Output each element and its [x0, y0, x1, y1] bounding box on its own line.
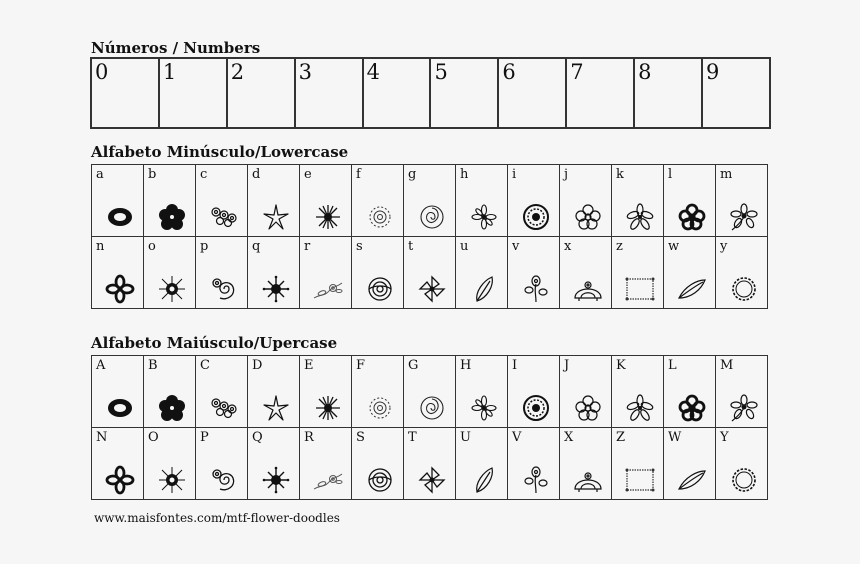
- peony-icon: [365, 465, 395, 495]
- dotted-flower-icon: [365, 393, 395, 423]
- feather-leaf-icon: [677, 465, 707, 495]
- glyph-letter: D: [252, 358, 263, 373]
- glyph-letter: j: [564, 167, 569, 182]
- number-cell: [498, 58, 566, 128]
- glyph-letter: e: [304, 167, 312, 182]
- glyph-cell: [404, 237, 456, 309]
- glyph-cell: [300, 356, 352, 428]
- glyph-cell: [664, 356, 716, 428]
- glyph-cell: [300, 237, 352, 309]
- peony-icon: [365, 274, 395, 304]
- glyph-cell: [92, 237, 144, 309]
- rose-icon: [417, 393, 447, 423]
- glyph-cell: [716, 428, 768, 500]
- glyph-letter: o: [148, 239, 156, 254]
- glyph-cell: [612, 237, 664, 309]
- number-label: 6: [502, 60, 516, 84]
- glyph-cell: [716, 356, 768, 428]
- frame-icon: [625, 465, 655, 495]
- numbers-title: Números / Numbers: [91, 39, 261, 57]
- glyph-cell: [248, 428, 300, 500]
- fan-flower-icon: [573, 274, 603, 304]
- lowercase-row-1: [92, 165, 768, 237]
- bud-sprig-icon: [521, 274, 551, 304]
- lowercase-table: [91, 164, 768, 309]
- glyph-letter: P: [200, 430, 209, 445]
- glyph-cell: [716, 237, 768, 309]
- glyph-cell: [196, 237, 248, 309]
- ring-flower-icon: [105, 202, 135, 232]
- pinwheel-icon: [417, 465, 447, 495]
- wreath-icon: [729, 465, 759, 495]
- glyph-cell: [352, 428, 404, 500]
- glyph-letter: d: [252, 167, 261, 182]
- glyph-cell: [664, 237, 716, 309]
- glyph-letter: L: [668, 358, 677, 373]
- bold-flower-icon: [677, 393, 707, 423]
- daisy-icon: [469, 393, 499, 423]
- glyph-cell: [196, 165, 248, 237]
- glyph-cell: [92, 165, 144, 237]
- swirl-flower-icon: [209, 274, 239, 304]
- number-label: 9: [706, 60, 720, 84]
- glyph-cell: [508, 237, 560, 309]
- glyph-letter: r: [304, 239, 311, 254]
- glyph-cell: [352, 356, 404, 428]
- glyph-letter: u: [460, 239, 469, 254]
- glyph-cell: [404, 165, 456, 237]
- glyph-letter: R: [304, 430, 314, 445]
- glyph-letter: v: [512, 239, 520, 254]
- lowercase-row-2: [92, 237, 768, 309]
- glyph-letter: A: [96, 358, 106, 373]
- glyph-letter: m: [720, 167, 733, 182]
- glyph-cell: [508, 428, 560, 500]
- number-label: 0: [95, 60, 109, 84]
- glyph-letter: i: [512, 167, 517, 182]
- glyph-cell: [352, 237, 404, 309]
- lowercase-title: Alfabeto Minúsculo/Lowercase: [91, 143, 349, 161]
- glyph-letter: l: [668, 167, 673, 182]
- glyph-cell: [612, 165, 664, 237]
- glyph-cell: [196, 428, 248, 500]
- bold-petal-icon: [105, 465, 135, 495]
- glyph-cell: [144, 237, 196, 309]
- glyph-letter: E: [304, 358, 314, 373]
- bold-petal-icon: [105, 274, 135, 304]
- glyph-cell: [144, 165, 196, 237]
- glyph-cell: [612, 356, 664, 428]
- glyph-cell: [664, 165, 716, 237]
- glyph-letter: F: [356, 358, 366, 373]
- number-label: 1: [162, 60, 177, 84]
- glyph-cell: [196, 356, 248, 428]
- glyph-letter: Z: [616, 430, 626, 445]
- glyph-letter: x: [564, 239, 572, 254]
- five-petal-icon: [625, 202, 655, 232]
- glyph-letter: p: [200, 239, 209, 254]
- frame-icon: [625, 274, 655, 304]
- outline-flower-icon: [573, 393, 603, 423]
- star-flower-icon: [261, 393, 291, 423]
- glyph-cell: [664, 428, 716, 500]
- glyph-cell: [144, 356, 196, 428]
- numbers-table: [90, 57, 771, 129]
- fan-flower-icon: [573, 465, 603, 495]
- glyph-letter: a: [96, 167, 104, 182]
- glyph-letter: X: [564, 430, 574, 445]
- glyph-cell: [300, 428, 352, 500]
- number-cell: [91, 58, 159, 128]
- swirl-flower-icon: [209, 465, 239, 495]
- spiky-flower-icon: [313, 202, 343, 232]
- glyph-letter: M: [720, 358, 734, 373]
- leaf-icon: [469, 465, 499, 495]
- glyph-cell: [404, 356, 456, 428]
- glyph-letter: Q: [252, 430, 263, 445]
- glyph-letter: N: [96, 430, 108, 445]
- glyph-letter: O: [148, 430, 159, 445]
- glyph-cell: [92, 356, 144, 428]
- glyph-letter: f: [356, 167, 361, 182]
- uppercase-table: [91, 355, 768, 500]
- flower-sprig-icon: [729, 393, 759, 423]
- feather-leaf-icon: [677, 274, 707, 304]
- glyph-letter: T: [408, 430, 417, 445]
- glyph-cell: [560, 356, 612, 428]
- number-cell: [227, 58, 295, 128]
- glyph-cell: [716, 165, 768, 237]
- flower-sprig-icon: [729, 202, 759, 232]
- glyph-cell: [508, 356, 560, 428]
- glyph-cell: [248, 237, 300, 309]
- glyph-letter: H: [460, 358, 472, 373]
- glyph-cell: [92, 428, 144, 500]
- number-label: 7: [570, 60, 584, 84]
- glyph-letter: U: [460, 430, 471, 445]
- glyph-letter: g: [408, 167, 417, 182]
- number-label: 5: [434, 60, 448, 84]
- number-label: 2: [230, 60, 245, 84]
- swirl-cluster-icon: [209, 393, 239, 423]
- glyph-cell: [560, 165, 612, 237]
- glyph-letter: s: [356, 239, 363, 254]
- rose-icon: [417, 202, 447, 232]
- round-medallion-icon: [521, 393, 551, 423]
- uppercase-row-1: [92, 356, 768, 428]
- spark-flower-icon: [261, 274, 291, 304]
- glyph-letter: n: [96, 239, 105, 254]
- wreath-icon: [729, 274, 759, 304]
- vine-icon: [313, 465, 343, 495]
- burst-flower-icon: [157, 465, 187, 495]
- ring-flower-icon: [105, 393, 135, 423]
- glyph-cell: [352, 165, 404, 237]
- glyph-cell: [456, 428, 508, 500]
- glyph-letter: z: [616, 239, 623, 254]
- glyph-cell: [508, 165, 560, 237]
- glyph-letter: B: [148, 358, 158, 373]
- glyph-cell: [456, 356, 508, 428]
- glyph-letter: Y: [720, 430, 729, 445]
- number-label: 3: [298, 60, 313, 84]
- uppercase-title: Alfabeto Maiúsculo/Upercase: [91, 334, 338, 352]
- number-cell: [702, 58, 770, 128]
- glyph-letter: K: [616, 358, 626, 373]
- glyph-letter: V: [512, 430, 522, 445]
- glyph-letter: C: [200, 358, 210, 373]
- glyph-cell: [248, 165, 300, 237]
- glyph-letter: G: [408, 358, 419, 373]
- glyph-letter: y: [720, 239, 728, 254]
- footer-url[interactable]: www.maisfontes.com/mtf-flower-doodles: [94, 511, 340, 525]
- swirl-cluster-icon: [209, 202, 239, 232]
- glyph-cell: [560, 428, 612, 500]
- number-cell: [566, 58, 634, 128]
- number-cell: [295, 58, 363, 128]
- glyph-letter: h: [460, 167, 469, 182]
- glyph-letter: S: [356, 430, 365, 445]
- number-label: 4: [366, 60, 380, 84]
- solid-flower-icon: [157, 393, 187, 423]
- number-cell: [159, 58, 227, 128]
- glyph-letter: t: [408, 239, 414, 254]
- glyph-cell: [248, 356, 300, 428]
- spiky-flower-icon: [313, 393, 343, 423]
- glyph-letter: w: [668, 239, 680, 254]
- glyph-letter: W: [668, 430, 682, 445]
- number-cell: [430, 58, 498, 128]
- number-cell: [363, 58, 431, 128]
- glyph-cell: [144, 428, 196, 500]
- leaf-icon: [469, 274, 499, 304]
- glyph-cell: [560, 237, 612, 309]
- solid-flower-icon: [157, 202, 187, 232]
- outline-flower-icon: [573, 202, 603, 232]
- daisy-icon: [469, 202, 499, 232]
- glyph-cell: [404, 428, 456, 500]
- bold-flower-icon: [677, 202, 707, 232]
- burst-flower-icon: [157, 274, 187, 304]
- star-flower-icon: [261, 202, 291, 232]
- glyph-letter: q: [252, 239, 261, 254]
- glyph-cell: [300, 165, 352, 237]
- glyph-letter: J: [564, 358, 570, 373]
- five-petal-icon: [625, 393, 655, 423]
- glyph-letter: k: [616, 167, 624, 182]
- glyph-cell: [456, 165, 508, 237]
- round-medallion-icon: [521, 202, 551, 232]
- glyph-letter: I: [512, 358, 518, 373]
- spark-flower-icon: [261, 465, 291, 495]
- number-cell: [634, 58, 702, 128]
- dotted-flower-icon: [365, 202, 395, 232]
- glyph-cell: [612, 428, 664, 500]
- pinwheel-icon: [417, 274, 447, 304]
- uppercase-row-2: [92, 428, 768, 500]
- bud-sprig-icon: [521, 465, 551, 495]
- glyph-cell: [456, 237, 508, 309]
- glyph-letter: c: [200, 167, 208, 182]
- number-label: 8: [638, 60, 652, 84]
- vine-icon: [313, 274, 343, 304]
- glyph-letter: b: [148, 167, 157, 182]
